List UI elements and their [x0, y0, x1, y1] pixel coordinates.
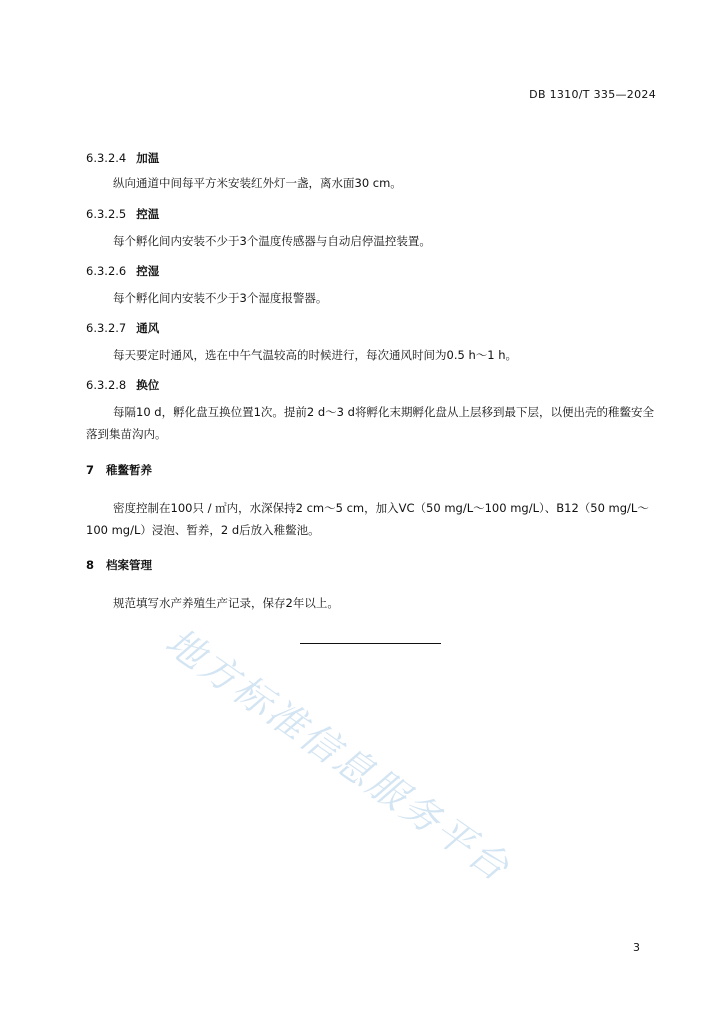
section-text-6-3-2-5: 每个孵化间内安装不少于3个温度传感器与自动启停温控装置。 [113, 234, 431, 248]
chapter-text-7: 密度控制在100只 / ㎡内，水深保持2 cm～5 cm，加入VC（50 mg/L～100 mg/L）、B12（50 mg/L～100 mg/L）浸泡、暂养，2 d后放入稚鳖池。 [86, 501, 649, 537]
section-heading-6-3-2-5 [86, 206, 159, 222]
section-title: 控温 [136, 207, 160, 221]
standard-code: DB 1310/T 335—2024 [529, 88, 656, 101]
section-title: 控湿 [136, 264, 160, 278]
section-heading-6-3-2-4 [86, 150, 159, 166]
chapter-number: 8 [86, 558, 95, 572]
section-text-6-3-2-6: 每个孵化间内安装不少于3个湿度报警器。 [113, 291, 328, 305]
chapter-title: 档案管理 [106, 558, 153, 572]
section-text-6-3-2-8: 每隔10 d，孵化盘互换位置1次。提前2 d～3 d将孵化末期孵化盘从上层移到最下层，以便出壳的稚鳖安全落到集苗沟内。 [86, 405, 654, 441]
section-title: 换位 [136, 378, 160, 392]
section-text-6-3-2-4: 纵向通道中间每平方米安装红外灯一盏，离水面30 cm。 [113, 176, 402, 190]
section-text-6-3-2-7: 每天要定时通风，选在中午气温较高的时候进行，每次通风时间为0.5 h～1 h。 [113, 348, 517, 362]
chapter-number: 7 [86, 463, 95, 477]
page-number: 3 [633, 941, 640, 954]
section-number: 6.3.2.6 [86, 264, 127, 278]
section-title: 通风 [136, 321, 160, 335]
section-title: 加温 [136, 151, 160, 165]
chapter-title: 稚鳖暂养 [106, 463, 153, 477]
chapter-text-8: 规范填写水产养殖生产记录，保存2年以上。 [113, 596, 339, 610]
chapter-heading-7 [86, 462, 152, 478]
section-number: 6.3.2.5 [86, 207, 127, 221]
end-rule [300, 643, 441, 644]
section-number: 6.3.2.8 [86, 378, 127, 392]
chapter-heading-8 [86, 557, 152, 573]
section-heading-6-3-2-7 [86, 320, 159, 336]
section-number: 6.3.2.7 [86, 321, 127, 335]
section-heading-6-3-2-6 [86, 263, 159, 279]
section-heading-6-3-2-8 [86, 377, 159, 393]
watermark: 地方标准信息服务平台 [157, 619, 519, 891]
section-number: 6.3.2.4 [86, 151, 127, 165]
